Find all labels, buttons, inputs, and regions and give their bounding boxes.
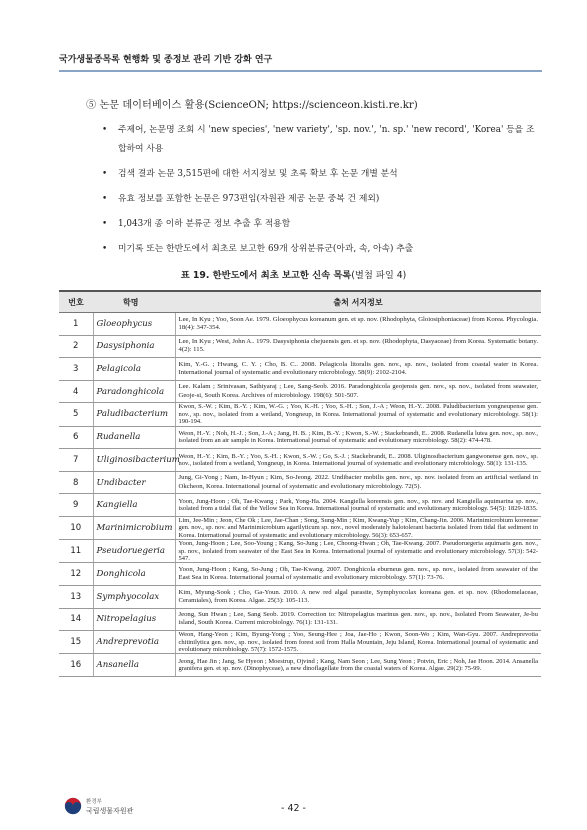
genus-name: Uliginosibacterium [93, 449, 175, 472]
citation-text: Weon, H.-Y. ; Kim, B.-Y. ; Yoo, S.-H. ; Kwon, S.-W. ; Go, S.-J. ; Stackebrandt, E.. 2008. Uliginosibacterium gangwonense gen. nov., sp. nov., isolated from a wetland, Yongneup, in Korea. International journal of systematic and evolutionary microbiology. 58(1): 131-135. [175, 449, 541, 472]
genus-name: Dasysiphonia [93, 335, 175, 358]
citation-text: Weon, H.-Y. ; Noh, H.-J. ; Son, J.-A ; Jang, H. B. ; Kim, B.-Y. ; Kwon, S.-W. ; Stackebrandt, E.. 2008. Rudanella lutea gen. nov., sp. nov., isolated from an air sample in Korea. International journal of systematic and evolutionary microbiology. 58(2): 474-478. [175, 426, 541, 449]
bullet-marker: • [102, 219, 108, 229]
bullet-item [100, 240, 540, 259]
table-row [59, 586, 541, 609]
row-number: 13 [59, 586, 93, 609]
report-title: 국가생물종목록 현행화 및 종정보 관리 기반 강화 연구 [59, 55, 273, 65]
citation-text: Yoon, Jung-Hoon ; Kang, So-Jung ; Oh, Tae-Kwang. 2007. Donghicola eburneus gen. nov., sp. nov., isolated from seawater of the East Sea in Korea. International journal of systematic and evolutionary microbiology. 57(1): 73-76. [175, 563, 541, 586]
row-number: 14 [59, 608, 93, 631]
citation-text: Jung, Gi-Yong ; Nam, In-Hyun ; Kim, So-Jeong. 2022. Undibacter mobilis gen. nov., sp. nov. isolated from an artificial wetland in Okcheon, Korea. International journal of systematic and evolutionary microbiology. 72(5). [175, 471, 541, 494]
table-row [59, 540, 541, 563]
genus-name: Paludibacterium [93, 403, 175, 426]
genus-name: Nitropelagius [93, 608, 175, 631]
row-number: 7 [59, 449, 93, 472]
table-row [59, 426, 541, 449]
citation-text: Weon, Hang-Yeon ; Kim, Byung-Yong ; Yoo, Seung-Hee ; Joa, Jae-Ho ; Kwon, Soon-Wo ; Kim, Wan-Gyu. 2007. Andreprevotia chitinilytica gen. nov., sp. nov., isolated from forest soil from Halla Mountain, Jeju Island, Korea. International journal of systematic and evolutionary microbiology. 57(7): 1572-1575. [175, 631, 541, 654]
row-number: 11 [59, 540, 93, 563]
citation-text: Lee. Kalam ; Srinivasan, Sathiyaraj ; Lee, Sang-Seob. 2016. Paradonghicola geojensis gen. nov., sp. nov., isolated from seawater, Geoje-si, South Korea. Archives of microbiology. 198(6): 501-507. [175, 380, 541, 403]
table-row [59, 654, 541, 677]
table-row [59, 494, 541, 517]
citation-text: Lee, In Kyu ; Yoo, Soon Ae. 1979. Gloeophycus koreanum gen. et sp. nov. (Rhodophyta, Gloiosiphoniaceae) from Korea. Phycologia. 18(4): 347-354. [175, 313, 541, 336]
genus-name: Pseudoruegeria [93, 540, 175, 563]
bullet-text: 검색 결과 논문 3,515편에 대한 서지정보 및 초록 확보 후 논문 개별 분석 [118, 169, 398, 179]
citation-text: Jeong, Hae Jin ; Jang, Se Hyeon ; Moestrup, Ojvind ; Kang, Nam Seon ; Lee, Sung Yeon ; Potvin, Eric ; Noh, Jae Hoon. 2014. Ansanella granifera gen. et sp. nov. (Dinophyceae), a new dinoflagellate from the coastal waters of Korea. Algae. 29(2): 75-99. [175, 654, 541, 677]
bullet-item [100, 165, 540, 184]
genus-name: Donghicola [93, 563, 175, 586]
table-row [59, 449, 541, 472]
table-row [59, 471, 541, 494]
row-number: 8 [59, 471, 93, 494]
row-number: 12 [59, 563, 93, 586]
citation-text: Lee, In Kyu ; West, John A.. 1979. Dasysiphonia chejuensis gen. et sp. nov. (Rhodophyta, Dasyaceae) from Korea. Systematic botany. 4(2): 115. [175, 335, 541, 358]
page-number: - 42 - [281, 803, 306, 814]
table-row [59, 631, 541, 654]
table-row [59, 608, 541, 631]
bullet-marker: • [102, 194, 108, 204]
genus-name: Marinimicrobium [93, 516, 175, 539]
row-number: 3 [59, 358, 93, 381]
bullet-item [100, 121, 540, 159]
bullet-marker: • [102, 125, 108, 135]
genus-name: Symphyocolax [93, 586, 175, 609]
table-body [59, 313, 541, 677]
section-heading: ⑤ 논문 데이터베이스 활용(ScienceON; https://scienceon.kisti.re.kr) [86, 100, 418, 111]
table-row [59, 358, 541, 381]
genus-name: Rudanella [93, 426, 175, 449]
row-number: 6 [59, 426, 93, 449]
genus-name: Kangiella [93, 494, 175, 517]
citation-text: Lim, Jee-Min ; Jeon, Che Ok ; Lee, Jae-Chan ; Song, Sung-Min ; Kim, Kwang-Yup ; Kim, Chang-Jin. 2006. Marinimicrobium koreense gen. nov., sp. nov. and Marinimicrobium agarilyticum sp. nov., novel moderately halotolerant bacteria isolated from tidal flat sediment in Korea. International journal of systematic and evolutionary microbiology. 56(3): 653-657. [175, 516, 541, 539]
citation-text: Yoon, Jung-Hoon ; Oh, Tae-Kwang ; Park, Yong-Ha. 2004. Kangiella koreensis gen. nov., sp. nov. and Kangiella aquimarina sp. nov., isolated from a tidal flat of the Yellow Sea in Korea. International journal of systematic and evolutionary microbiology. 54(5): 1829-1835. [175, 494, 541, 517]
column-header-genus: 학명 [93, 291, 175, 313]
bullet-list [100, 121, 540, 265]
row-number: 9 [59, 494, 93, 517]
citation-text: Kwon, S.-W. ; Kim, B.-Y. ; Kim, W.-G. ; Yoo, K.-H. ; Yoo, S.-H. ; Son, J.-A ; Weon, H.-Y.. 2008. Paludibacterium yongneupense gen. nov., sp. nov., isolated from a wetland, Yongneup, in Korea. International journal of systematic and evolutionary microbiology. 58(1): 190-194. [175, 403, 541, 426]
row-number: 15 [59, 631, 93, 654]
citation-text: Kim, Myung-Sook ; Cho, Ga-Youn. 2010. A new red algal parasite, Symphyocolax koreana gen. et sp. nov. (Rhodomelaceae, Ceramiales), from Korea. Algae. 25(3): 105-113. [175, 586, 541, 609]
bullet-text: 미기록 또는 한반도에서 최초로 보고한 69개 상위분류군(아과, 속, 아속) 추출 [118, 244, 414, 254]
row-number: 16 [59, 654, 93, 677]
table-row [59, 335, 541, 358]
citation-text: Yoon, Jung-Hoon ; Lee, Soo-Young ; Kang, So-Jung ; Lee, Choong-Hwan ; Oh, Tae-Kwang. 2007. Pseudoruegeria aquimaris gen. nov., sp. nov., isolated from seawater of the East Sea in Korea. International journal of systematic and evolutionary microbiology. 57(3): 542-547. [175, 540, 541, 563]
row-number: 1 [59, 313, 93, 336]
genus-name: Ansanella [93, 654, 175, 677]
genus-name: Undibacter [93, 471, 175, 494]
bullet-marker: • [102, 244, 108, 254]
table-row [59, 403, 541, 426]
bullet-text: 유효 정보를 포함한 논문은 973편임(자원관 제공 논문 중복 건 제외) [118, 194, 380, 204]
bullet-item [100, 215, 540, 234]
table-row [59, 563, 541, 586]
citation-text: Jeong, Sun Hwan ; Lee, Sang Seob. 2019. Correction to: Nitropelagius marinus gen. nov., sp. nov., Isolated From Seawater, Je-bu island, South Korea. Current microbiology. 76(1): 131-131. [175, 608, 541, 631]
table-row [59, 516, 541, 539]
column-header-citation: 출처 서지정보 [175, 291, 541, 313]
table-header-row [59, 291, 541, 313]
bullet-text: 주제어, 논문명 조회 시 'new species', 'new variety', 'sp. nov.', 'n. sp.' 'new record', 'Korea' 등을 조합하여 사용 [118, 125, 535, 154]
genus-name: Gloeophycus [93, 313, 175, 336]
row-number: 2 [59, 335, 93, 358]
table-caption [0, 267, 587, 281]
institute-name: 국립생물자원관 [86, 807, 134, 815]
genus-name: Andreprevotia [93, 631, 175, 654]
table-row [59, 313, 541, 336]
header-divider [59, 70, 542, 72]
ministry-label: 환경부 [86, 799, 102, 805]
table-caption-note: (별첨 파일 4) [351, 270, 407, 281]
column-header-no: 번호 [59, 291, 93, 313]
row-number: 10 [59, 516, 93, 539]
citation-text: Kim, Y.-G. ; Hwang, C. Y. ; Cho, B. C.. 2008. Pelagicola litoralis gen. nov., sp. nov., isolated from coastal water in Korea. International journal of systematic and evolutionary microbiology. 58(9): 2102-2104. [175, 358, 541, 381]
bullet-text: 1,043개 종 이하 분류군 정보 추출 후 적용함 [118, 219, 291, 229]
table-caption-title: 표 19. 한반도에서 최초 보고한 신속 목록 [180, 270, 352, 281]
bullet-marker: • [102, 169, 108, 179]
genus-name: Pelagicola [93, 358, 175, 381]
table-row [59, 380, 541, 403]
row-number: 4 [59, 380, 93, 403]
genus-name: Paradonghicola [93, 380, 175, 403]
new-genera-table [59, 290, 541, 677]
row-number: 5 [59, 403, 93, 426]
bullet-item [100, 190, 540, 209]
